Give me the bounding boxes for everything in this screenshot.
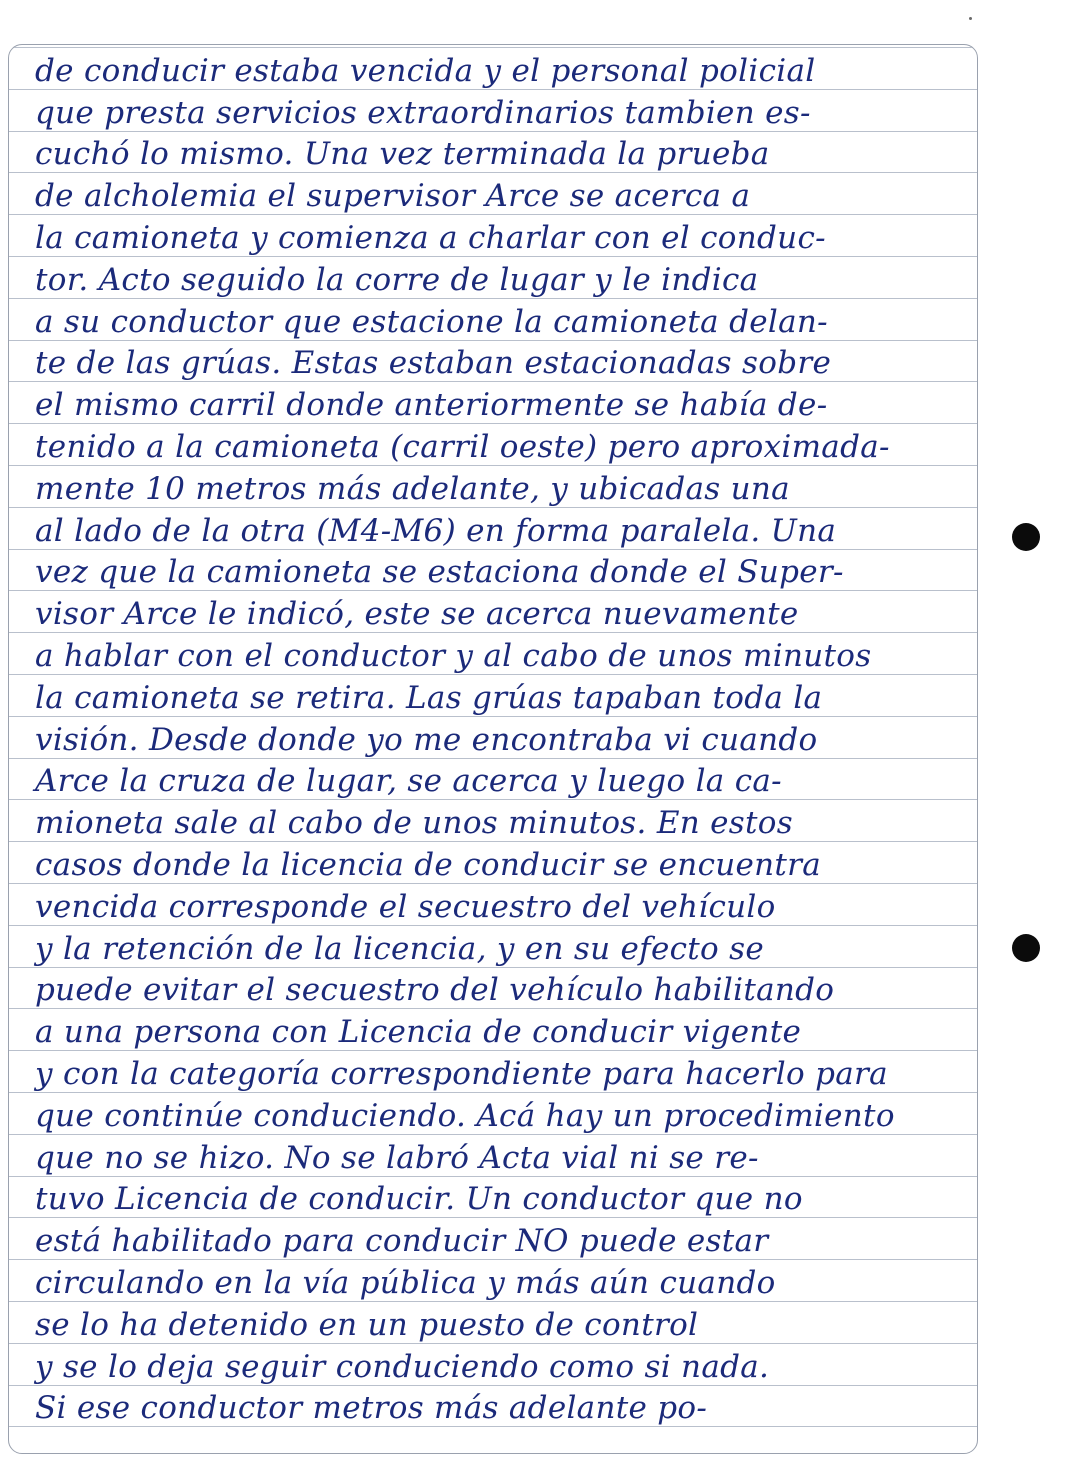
handwritten-line: la camioneta se retira. Las grúas tapaban toda la (35, 679, 823, 716)
handwritten-line: tenido a la camioneta (carril oeste) pero aproximada- (35, 429, 890, 465)
handwritten-line: a su conductor que estacione la camioneta delan- (35, 303, 828, 340)
handwritten-line: visor Arce le indicó, este se acerca nuevamente (35, 596, 799, 633)
handwritten-line: de alcholemia el supervisor Arce se acerca a (35, 178, 751, 215)
binder-hole-top (1012, 523, 1040, 551)
ruled-line (9, 1426, 977, 1427)
handwritten-line: mioneta sale al cabo de unos minutos. En estos (35, 805, 793, 842)
paper-speck (969, 17, 972, 20)
handwritten-line: que no se hizo. No se labró Acta vial ni se re- (35, 1139, 759, 1176)
handwritten-line: tor. Acto seguido la corre de lugar y le indica (35, 261, 759, 298)
handwritten-line: y la retención de la licencia, y en su efecto se (35, 930, 764, 967)
handwritten-line: Si ese conductor metros más adelante po- (35, 1390, 708, 1427)
notebook-page (8, 44, 978, 1454)
handwritten-line: el mismo carril donde anteriormente se había de- (35, 387, 828, 424)
handwritten-line: que presta servicios extraordinarios tambien es- (35, 94, 811, 131)
handwritten-line: casos donde la licencia de conducir se encuentra (35, 847, 822, 883)
handwritten-line: se lo ha detenido en un puesto de control (35, 1306, 699, 1343)
handwritten-line: te de las grúas. Estas estaban estacionadas sobre (35, 345, 832, 382)
handwritten-line: tuvo Licencia de conducir. Un conductor que no (35, 1181, 803, 1218)
binder-hole-bottom (1012, 934, 1040, 962)
handwritten-line: que continúe conduciendo. Acá hay un procedimiento (35, 1097, 895, 1134)
handwritten-line: está habilitado para conducir NO puede estar (35, 1223, 769, 1260)
handwritten-line: la camioneta y comienza a charlar con el conduc- (35, 220, 826, 256)
handwritten-line: Arce la cruza de lugar, se acerca y luego la ca- (35, 763, 782, 800)
handwritten-line: de conducir estaba vencida y el personal policial (35, 52, 816, 89)
handwritten-line: y se lo deja seguir conduciendo como si nada. (35, 1348, 770, 1385)
handwritten-line: cuchó lo mismo. Una vez terminada la prueba (35, 136, 770, 173)
handwritten-line: a hablar con el conductor y al cabo de unos minutos (35, 638, 872, 674)
handwritten-line: puede evitar el secuestro del vehículo habilitando (35, 972, 835, 1009)
handwritten-line: mente 10 metros más adelante, y ubicadas una (35, 470, 790, 507)
handwritten-line: vencida corresponde el secuestro del vehículo (35, 888, 776, 925)
handwritten-line: visión. Desde donde yo me encontraba vi cuando (35, 721, 818, 758)
handwritten-line: a una persona con Licencia de conducir vigente (35, 1014, 802, 1051)
handwritten-line: circulando en la vía pública y más aún cuando (35, 1265, 776, 1301)
handwritten-line: y con la categoría correspondiente para hacerlo para (35, 1056, 888, 1092)
handwritten-line: al lado de la otra (M4-M6) en forma paralela. Una (35, 512, 837, 549)
handwritten-line: vez que la camioneta se estaciona donde el Super- (35, 554, 844, 591)
